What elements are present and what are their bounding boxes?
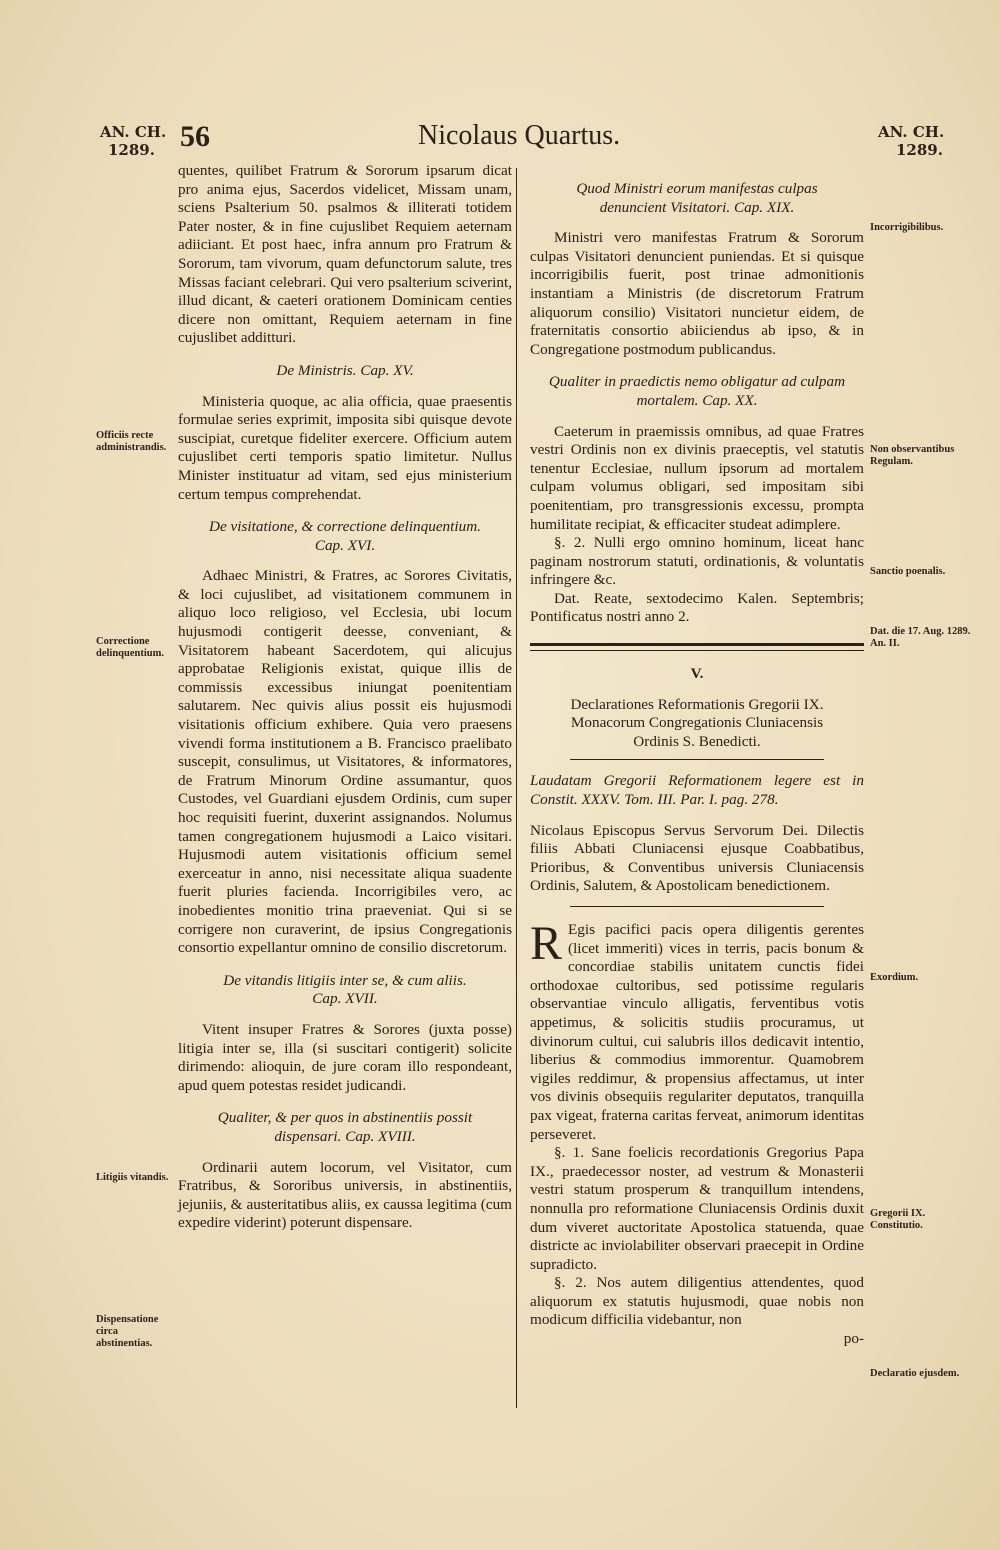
left-year-label: AN. CH. [100, 123, 167, 141]
section-heading: Cap. XVII. [312, 990, 378, 1008]
margin-note-non-observantibus: Non observantibus Regulam. [870, 444, 955, 467]
address: Nicolaus Episcopus Servus Servorum Dei. Dilectis filiis Abbati Cluniacensi ejusque Coabbatibus, Prioribus, & Conventibus universis Cluniacensis Ordinis, Salutem, & Apostolicam benedictionem. [530, 821, 864, 895]
section-heading: dispensari. Cap. XVIII. [274, 1127, 416, 1145]
section-rule-thick [530, 643, 864, 646]
right-column [530, 180, 864, 1349]
column-divider [516, 168, 517, 1408]
reference-note: Laudatam Gregorii Reformationem legere est in Constit. XXXV. Tom. III. Par. I. pag. 278. [530, 772, 864, 809]
section-heading: De vitandis litigiis inter se, & cum aliis. [223, 971, 467, 989]
margin-note-dat: Dat. die 17. Aug. 1289. An. II. [870, 626, 971, 649]
paragraph: Ministeria quoque, ac alia officia, quae praesentis formulae series exprimit, imposita sibi quisque devote suscipiat, curetque fideliter exercere. Officium autem cujuslibet certi temporis spatio limitetur. Nullus Minister instituatur ad vitam, sed ejus ministerium certum tempus comprehendat. [178, 392, 512, 503]
address-rule [570, 906, 824, 907]
right-year-label: AN. CH. [878, 123, 945, 141]
margin-note-exordium: Exordium. [870, 972, 919, 983]
margin-note-officiis: Officiis recte administrandis. [96, 430, 167, 453]
section-heading: Cap. XVI. [314, 536, 376, 554]
dating-line: Dat. Reate, sextodecimo Kalen. Septembris; Pontificatus nostri anno 2. [530, 589, 864, 626]
section-heading: Qualiter in praedictis nemo obligatur ad culpam [548, 373, 846, 391]
right-year: 1289. [896, 141, 943, 159]
section-rule-thin [530, 650, 864, 651]
margin-note-correctione: Correctione delinquentium. [96, 636, 164, 659]
margin-note-gregorii: Gregorii IX. Constitutio. [870, 1208, 926, 1231]
document-title: Declarationes Reformationis Gregorii IX. [570, 695, 824, 713]
paragraph: quentes, quilibet Fratrum & Sororum ipsarum dicat pro anima ejus, Sacerdos videlicet, Missam unam, sciens Psalterium 50. psalmos & illiterati totidem Pater noster, & in fine cujuslibet Requiem aeternam adiiciant. Et post haec, infra annum pro Fratrum & Sororum, tam vivorum, quam defunctorum salute, tres Missas faciant celebrari. Qui vero psalterium sciverint, illud dicant, & caeteri orationem Dominicam centies dicere non omittant, Requiem aeternam in fine cujuslibet additturi. [178, 162, 512, 347]
left-year: 1289. [108, 141, 155, 159]
left-column [178, 162, 512, 1233]
paragraph: Vitent insuper Fratres & Sorores (juxta posse) litigia inter se, illa (si suscitari contigerit) solicite dirimendo: alioquin, de jure coram illo respondeant, apud quem potestas residet judicandi. [178, 1020, 512, 1094]
section-number: V. [690, 665, 704, 683]
document-title: Ordinis S. Benedicti. [633, 732, 761, 750]
section-heading: De Ministris. Cap. XV. [276, 361, 414, 379]
exordium-paragraph: Egis pacifici pacis opera diligentis gerentes (licet immeriti) vices in terris, pacis bonum & concordiae stabilis unitatem cunctis fidei orthodoxae cultoribus, sed potissime regularis observantiae vinculo alligatis, ferventibus votis appetimus, & solicitis studiis procuramus, ut divinorum cultui, cui salubris illos dedicavit intentio, liberius & commodius immorentur. Quamobrem vigiles reddimur, & propensius affectamus, ut inter vos divinis obsequiis regulariter deputatos, tranquilla pax vigeat, fraterna caritas ferveat, animorum identitas perseveret. [530, 921, 864, 1143]
page-title: Nicolaus Quartus. [418, 120, 621, 151]
section-heading: denuncient Visitatori. Cap. XIX. [599, 198, 795, 216]
section-heading: Qualiter, & per quos in abstinentiis possit [217, 1109, 473, 1127]
paragraph: §. 2. Nulli ergo omnino hominum, liceat hanc paginam nostrorum statuti, ordinationis, & voluntatis infringere &c. [530, 534, 864, 589]
margin-note-dispensatione: Dispensatione circa abstinentias. [96, 1314, 159, 1349]
paragraph: Ministri vero manifestas Fratrum & Sororum culpas Visitatori denuncient puniendas. Et si quisque incorrigibilis fuerit, post trinae admonitionis instantiam a Ministris (de discretorum Fratrum aliquorum consilio) Visitatori nuncietur eidem, de fraternitatis consortio abiiciendus ab ipso, & in Congregatione postmodum publicandus. [530, 229, 864, 358]
paragraph: §. 2. Nos autem diligentius attendentes, quod aliquorum ex statutis hujusmodi, quae nobis non modicum difficilia videbantur, non [530, 1274, 864, 1329]
section-heading: De visitatione, & correctione delinquentium. [209, 518, 481, 536]
section-heading: Quod Ministri eorum manifestas culpas [576, 180, 818, 197]
section-heading: mortalem. Cap. XX. [636, 391, 758, 409]
document-title: Monacorum Congregationis Cluniacensis [570, 714, 824, 732]
margin-note-declaratio: Declaratio ejusdem. [870, 1368, 960, 1379]
drop-cap: R [530, 917, 563, 970]
margin-note-sanctio: Sanctio poenalis. [870, 566, 946, 577]
margin-note-litigiis: Litigiis vitandis. [96, 1172, 169, 1183]
paragraph: Ordinarii autem locorum, vel Visitator, cum Fratribus, & Sororibus universis, in abstinentiis, jejuniis, & austeritatibus aliis, ex caussa legitima (cum expedire viderint) poterunt dispensare. [178, 1158, 512, 1232]
paragraph: Adhaec Ministri, & Fratres, ac Sorores Civitatis, & loci cujuslibet, ad visitationem communem in aliquo loco religioso, vel Ecclesia, ubi locum hujusmodi contigerit deesse, conveniant, & Visitatorem habeant Sacerdotem, qui alicujus approbatae Religionis existat, quique illis de commissis excessibus iniungat poenitentiam salutarem. Nec quivis alius possit eis hujusmodi visitationis officium exhibere. Quia vero praesens vivendi forma institutionem a B. Francisco praelibato suscepit, consulimus, ut Visitatores, & informatores, de Fratrum Minorum Ordine assumantur, quos Custodes, vel Guardiani ejusdem Ordinis, cum super hoc requisiti fuerint, duxerint assignandos. Nolumus tamen congregationem hujusmodi a Laico visitari. Hujusmodi autem visitationis officium semel exerceatur in anno, nisi necessitate aliqua suadente fuerit pluries facienda. Incorrigibiles vero, ac inobedientes monitio trina praeveniat. Qui si se corrigere non curaverint, de ipsius Congregationis consortio expellantur omnino de consilio discretorum. [178, 567, 512, 957]
paragraph: §. 1. Sane foelicis recordationis Gregorius Papa IX., praedecessor noster, ad vestrum & Monasterii vestri statum prosperum & tranquillum intendens, nonnulla pro reformatione Cluniacensis Ordinis duxit dum viveret auctoritate Apostolica statuenda, quae districte ac inviolabiliter observari praecepit in Ordine supradicto. [530, 1144, 864, 1273]
paragraph: Caeterum in praemissis omnibus, ad quae Fratres vestri Ordinis non ex divinis praeceptis, vel statutis tenentur Ecclesiae, nullum ipsorum ad mortalem culpam volumus obligari, sed impositam sibi poenitentiam, pro transgressionis excessu, prompta humilitate recipiat, & efficaciter studeat adimplere. [530, 422, 864, 533]
catchword: po- [843, 1330, 864, 1348]
page-number: 56 [180, 120, 210, 153]
margin-note-incorrigibilibus: Incorrigibilibus. [870, 222, 944, 233]
title-rule [570, 759, 824, 760]
